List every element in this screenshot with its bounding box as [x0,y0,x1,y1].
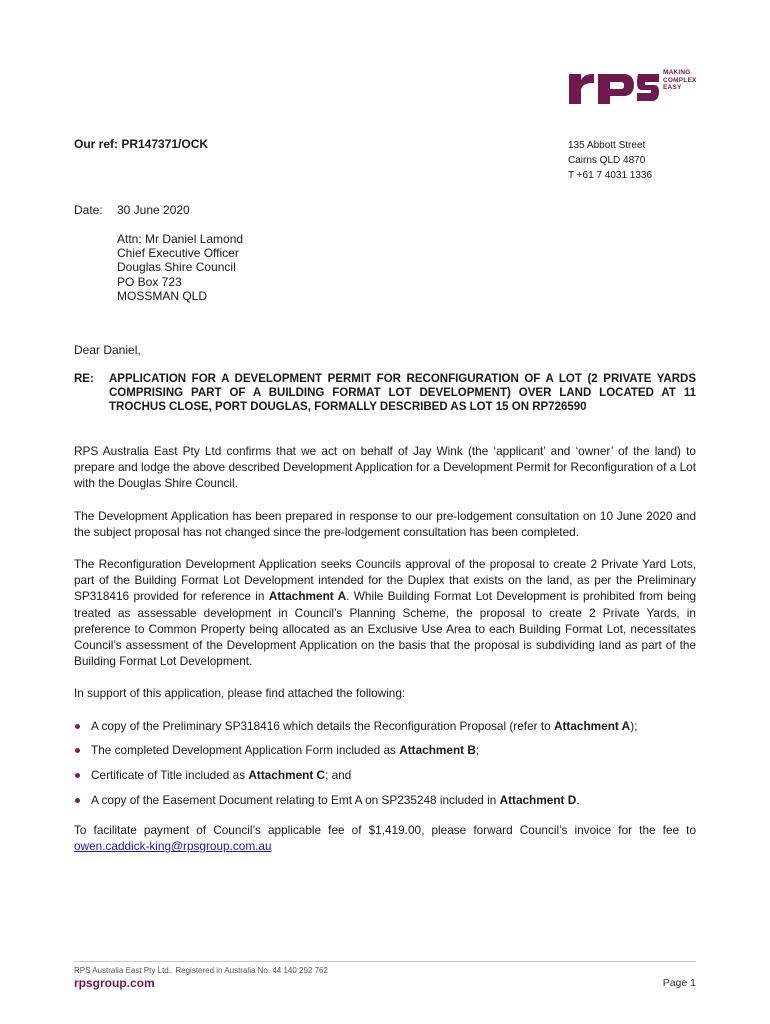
attachment-ref: Attachment A [268,589,347,604]
paragraph-text: The Reconfiguration Development Application seeks Councils approval of the proposal to create 2 Private Yard Lots, part of the Building Format Lot Development intended for the Duplex that exists on the land, as per the Preliminary SP318416 provided for reference in [74,557,696,604]
list-text: ; [475,743,480,758]
list-item [74,792,696,808]
footer-company: RPS Australia East Pty Ltd.. Registered in Australia No. 44 140 292 762 [74,966,328,975]
sender-address [568,138,652,183]
tagline-line: COMPLEX [663,76,697,84]
attachment-ref: Attachment D [499,792,577,807]
fee-text: To facilitate payment of Council’s applicable fee of $1,419.00, please forward Council’s invoice for the fee to [74,822,696,837]
email-link[interactable]: owen.caddick-king@rpsgroup.com.au [74,839,272,854]
body-paragraph [74,556,696,669]
date-value: 30 June 2020 [117,203,190,217]
date-label: Date: [74,203,103,217]
list-text: ); [630,718,638,733]
letter-date [74,203,190,217]
attachment-ref: Attachment B [399,743,476,758]
attachment-ref: Attachment A [553,718,631,733]
list-item [74,742,696,758]
recipient-block [117,232,243,303]
address-phone: T +61 7 4031 1336 [568,170,653,181]
tagline-line: EASY [663,84,682,91]
attachment-list [74,718,696,808]
footer-website: rpsgroup.com [74,976,155,990]
bullet-icon [75,773,80,778]
list-item [74,718,696,734]
page-number: Page 1 [662,977,696,989]
letter-body [74,443,696,870]
body-paragraph: RPS Australia East Pty Ltd confirms that we act on behalf of Jay Wink (the ‘applicant’ and ‘owner’ of the land) to prepare and lodge the above described Development Application for a Development Permit for Reconfiguration of a Lot with the Douglas Shire Council. [74,444,696,491]
footer-divider [74,961,696,962]
attachment-ref: Attachment C [248,768,326,783]
paragraph-text: . While Building Format Lot Development is prohibited from being treated as assessable development in Council’s Planning Scheme, the proposal to create 2 Private Yards, in preference to Common Property being allocated as an Exclusive Use Area to each Building Format Lot, necessitates Council’s assessment of the Development Application on the basis that the proposal is subdividing land as part of the Building Format Lot Development. [74,589,697,669]
list-text: ; and [325,768,352,783]
list-text: . [576,792,580,807]
list-text: The completed Development Application Form included as [91,743,400,758]
recipient-line: Chief Executive Officer [117,246,239,261]
address-city: Cairns QLD 4870 [568,155,646,166]
recipient-line: PO Box 723 [117,274,182,289]
address-street: 135 Abbott Street [568,140,646,151]
bullet-icon [75,798,80,803]
subject-text: APPLICATION FOR A DEVELOPMENT PERMIT FOR RECONFIGURATION OF A LOT (2 PRIVATE YARDS COMPRISING PART OF A BUILDING FORMAT LOT DEVELOPMENT) OVER LAND LOCATED AT 11 TROCHUS CLOSE, PORT DOUGLAS, FORMALLY DESCRIBED AS LOT 15 ON RP726590 [109,373,696,414]
recipient-line: MOSSMAN QLD [117,288,208,303]
recipient-line: Douglas Shire Council [117,260,236,275]
subject-label: RE: [74,373,94,385]
list-text: A copy of the Easement Document relating to Emt A on SP235248 included in [91,792,500,807]
tagline-line: MAKING [663,69,691,76]
support-intro: In support of this application, please find attached the following: [74,686,406,701]
body-paragraph: The Development Application has been prepared in response to our pre-lodgement consultation on 10 June 2020 and the subject proposal has not changed since the pre-lodgement consultation has been completed. [74,508,696,539]
fee-paragraph [74,822,696,854]
salutation: Dear Daniel, [74,343,141,357]
list-text: Certificate of Title included as [91,768,249,783]
our-reference: Our ref: PR147371/OCK [74,137,209,151]
logo-tagline [663,69,697,92]
subject-line [74,372,696,415]
rps-logo [567,66,707,110]
bullet-icon [75,748,80,753]
bullet-icon [75,724,80,729]
rps-logo-mark [567,68,659,106]
list-text: A copy of the Preliminary SP318416 which details the Reconfiguration Proposal (refer to [91,718,554,733]
recipient-line: Attn: Mr Daniel Lamond [117,232,244,246]
list-item [74,767,696,783]
